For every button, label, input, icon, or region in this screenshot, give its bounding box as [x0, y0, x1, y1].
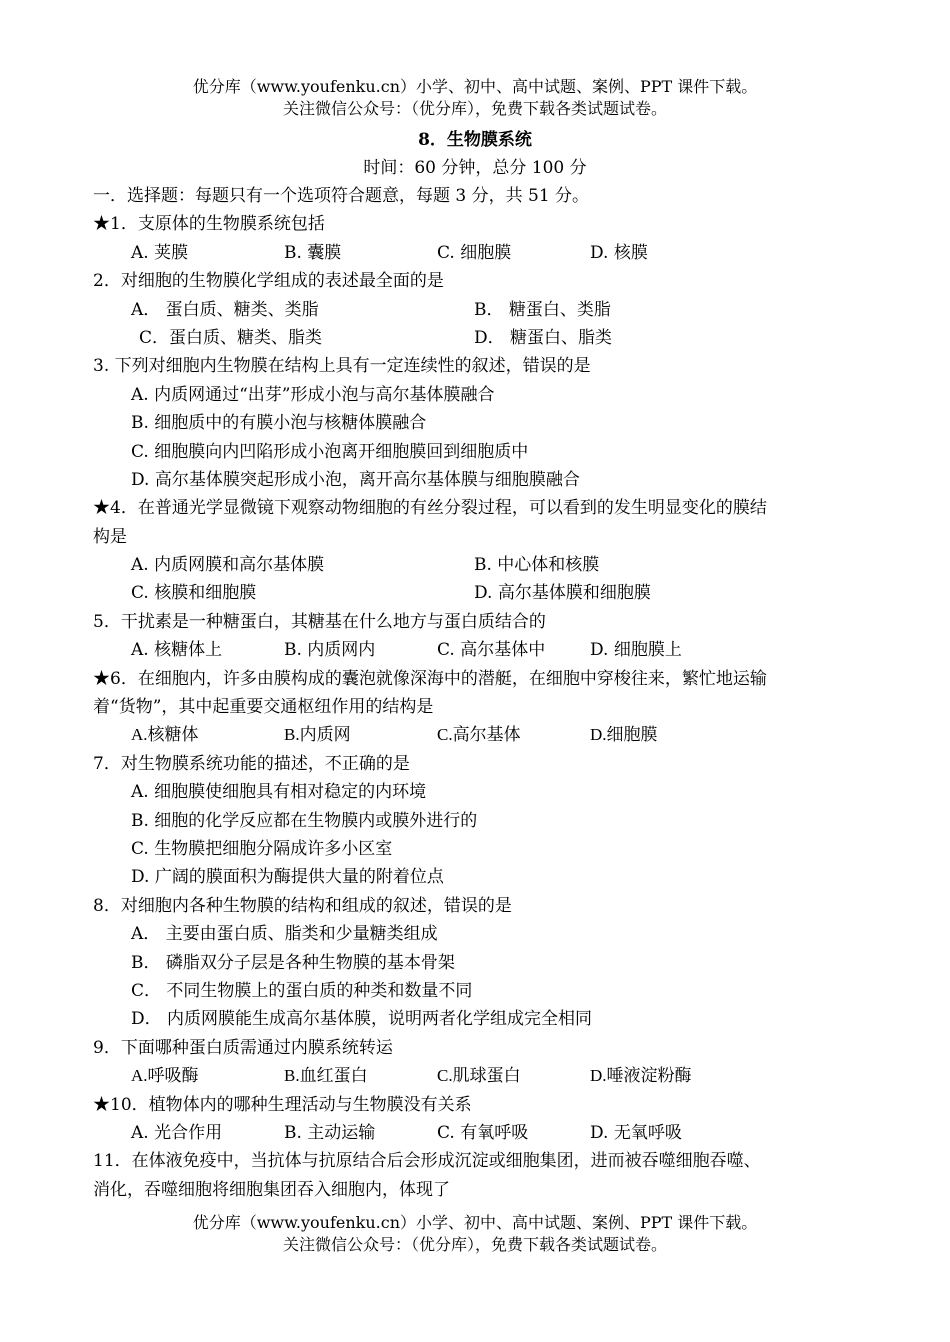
option-a: A.呼吸酶	[131, 1066, 199, 1086]
option-b: B. 细胞质中的有膜小泡与核糖体膜融合	[131, 413, 427, 434]
question-9-stem: 9．下面哪种蛋白质需通过内膜系统转运	[93, 1037, 393, 1058]
time-info: 时间：60 分钟，总分 100 分	[363, 158, 587, 178]
option-d: D. 无氧呼吸	[590, 1122, 682, 1143]
option-d: D． 糖蛋白、脂类	[474, 327, 613, 348]
option-d: D. 高尔基体膜和细胞膜	[474, 583, 651, 604]
option-a: A． 蛋白质、糖类、类脂	[131, 299, 319, 320]
option-a: A. 荚膜	[131, 242, 189, 263]
question-11-stem-cont: 消化，吞噬细胞将细胞集团吞入细胞内，体现了	[93, 1179, 450, 1200]
question-3-stem: 3. 下列对细胞内生物膜在结构上具有一定连续性的叙述，错误的是	[93, 356, 591, 377]
footer-line-1: 优分库（www.youfenku.cn）小学、初中、高中试题、案例、PPT 课件下载。	[192, 1213, 758, 1232]
option-b: B. 囊膜	[284, 242, 342, 263]
question-4-options-ab	[93, 551, 863, 579]
option-c: C. 高尔基体中	[437, 640, 546, 661]
question-list	[93, 182, 863, 1204]
page-header	[0, 76, 950, 120]
option-a: A. 光合作用	[131, 1122, 223, 1143]
option-c: C. 核膜和细胞膜	[131, 583, 257, 604]
question-2-options-ab	[93, 296, 863, 324]
option-a: A.核糖体	[131, 725, 199, 745]
question-4-stem-cont: 构是	[93, 526, 127, 547]
question-9-options	[93, 1062, 863, 1090]
option-d: D. 高尔基体膜突起形成小泡，离开高尔基体膜与细胞膜融合	[131, 469, 580, 490]
question-6-options	[93, 721, 863, 749]
question-5-options	[93, 636, 863, 664]
option-c: C. 细胞膜	[437, 242, 512, 263]
question-1-stem: ★1．支原体的生物膜系统包括	[93, 214, 325, 235]
option-c: C.肌球蛋白	[437, 1066, 521, 1086]
question-6-stem-cont: 着“货物”，其中起重要交通枢纽作用的结构是	[93, 697, 434, 718]
question-5-stem: 5．干扰素是一种糖蛋白，其糖基在什么地方与蛋白质结合的	[93, 611, 546, 632]
option-a: A． 主要由蛋白质、脂类和少量糖类组成	[131, 924, 438, 945]
question-10-options	[93, 1119, 863, 1147]
question-4-stem: ★4．在普通光学显微镜下观察动物细胞的有丝分裂过程，可以看到的发生明显变化的膜结	[93, 498, 767, 519]
question-2-options-cd	[93, 324, 863, 352]
option-c: C. 有氧呼吸	[437, 1122, 529, 1143]
option-b: B. 主动运输	[284, 1122, 376, 1143]
footer-line-2: 关注微信公众号：（优分库），免费下载各类试题试卷。	[282, 1235, 667, 1254]
option-c: C. 生物膜把细胞分隔成许多小区室	[131, 838, 393, 859]
question-6-stem: ★6．在细胞内，许多由膜构成的囊泡就像深海中的潜艇，在细胞中穿梭往来，繁忙地运输	[93, 668, 767, 689]
option-d: D.细胞膜	[590, 725, 658, 745]
document-title: 8．生物膜系统	[418, 130, 532, 150]
option-b: B. 中心体和核膜	[474, 555, 600, 576]
option-a: A. 细胞膜使细胞具有相对稳定的内环境	[131, 782, 427, 803]
page-footer	[0, 1212, 950, 1256]
option-d: D.唾液淀粉酶	[590, 1066, 692, 1086]
section-heading: 一．选择题：每题只有一个选项符合题意，每题 3 分，共 51 分。	[93, 186, 590, 206]
question-7-stem: 7．对生物膜系统功能的描述，不正确的是	[93, 753, 410, 774]
question-11-stem: 11．在体液免疫中，当抗体与抗原结合后会形成沉淀或细胞集团，进而被吞噬细胞吞噬、	[93, 1151, 761, 1172]
option-c: C. 细胞膜向内凹陷形成小泡离开细胞膜回到细胞质中	[131, 441, 529, 462]
option-b: B. 细胞的化学反应都在生物膜内或膜外进行的	[131, 810, 478, 831]
question-2-stem: 2．对细胞的生物膜化学组成的表述最全面的是	[93, 271, 444, 292]
question-10-stem: ★10．植物体内的哪种生理活动与生物膜没有关系	[93, 1094, 472, 1115]
option-b: B． 糖蛋白、类脂	[474, 299, 611, 320]
option-c: C.高尔基体	[437, 725, 521, 745]
question-4-options-cd	[93, 579, 863, 607]
option-b: B． 磷脂双分子层是各种生物膜的基本骨架	[131, 952, 455, 973]
option-b: B.血红蛋白	[284, 1066, 368, 1086]
option-c: C． 不同生物膜上的蛋白质的种类和数量不同	[131, 980, 473, 1001]
question-8-stem: 8．对细胞内各种生物膜的结构和组成的叙述，错误的是	[93, 895, 512, 916]
option-c: C．蛋白质、糖类、脂类	[139, 327, 323, 348]
option-a: A. 内质网膜和高尔基体膜	[131, 555, 325, 576]
option-d: D. 广阔的膜面积为酶提供大量的附着位点	[131, 867, 444, 888]
option-a: A. 内质网通过“出芽”形成小泡与高尔基体膜融合	[131, 384, 495, 405]
option-d: D． 内质网膜能生成高尔基体膜，说明两者化学组成完全相同	[131, 1009, 593, 1030]
option-b: B.内质网	[284, 725, 351, 745]
option-b: B. 内质网内	[284, 640, 376, 661]
option-d: D. 核膜	[590, 242, 648, 263]
option-d: D. 细胞膜上	[590, 640, 682, 661]
header-line-1: 优分库（www.youfenku.cn）小学、初中、高中试题、案例、PPT 课件下载。	[192, 77, 758, 96]
question-1-options	[93, 239, 863, 267]
header-line-2: 关注微信公众号：（优分库），免费下载各类试题试卷。	[282, 99, 667, 118]
option-a: A. 核糖体上	[131, 640, 223, 661]
